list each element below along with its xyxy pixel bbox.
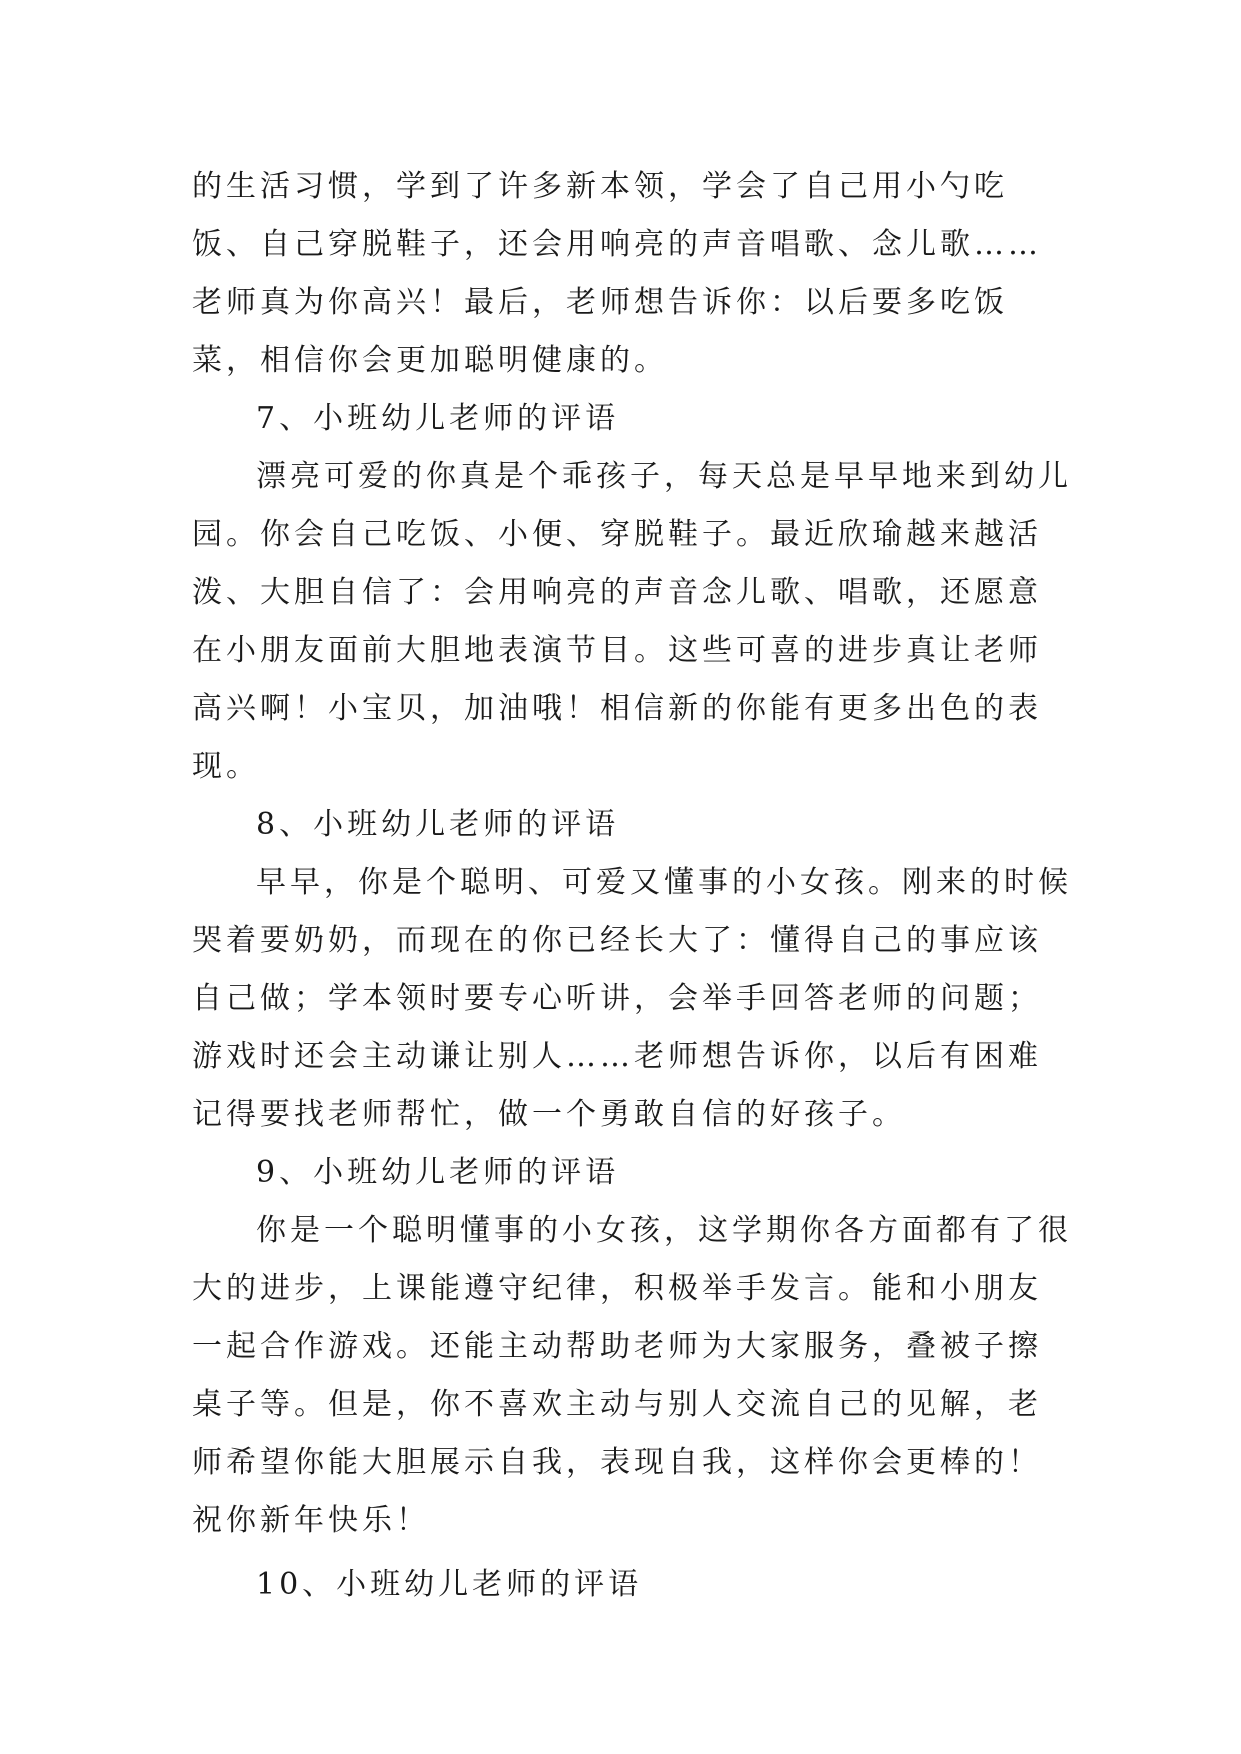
paragraph-continued: 的生活习惯，学到了许多新本领，学会了自己用小勺吃饭、自己穿脱鞋子，还会用响亮的声音唱歌、念儿歌……老师真为你高兴！最后，老师想告诉你：以后要多吃饭菜，相信你会更加聪明健康的。 [192,169,1042,378]
heading-10: 10、小班幼儿老师的评语 [256,1567,643,1602]
heading-8: 8、小班幼儿老师的评语 [256,807,620,842]
document-body [192,158,1072,1614]
heading-9: 9、小班幼儿老师的评语 [256,1155,620,1190]
paragraph-7: 漂亮可爱的你真是个乖孩子，每天总是早早地来到幼儿园。你会自己吃饭、小便、穿脱鞋子。最近欣瑜越来越活泼、大胆自信了：会用响亮的声音念儿歌、唱歌，还愿意在小朋友面前大胆地表演节目。这些可喜的进步真让老师高兴啊！小宝贝，加油哦！相信新的你能有更多出色的表现。 [192,459,1072,784]
heading-7: 7、小班幼儿老师的评语 [256,401,620,436]
paragraph-8: 早早，你是个聪明、可爱又懂事的小女孩。刚来的时候哭着要奶奶，而现在的你已经长大了：懂得自己的事应该自己做；学本领时要专心听讲，会举手回答老师的问题；游戏时还会主动谦让别人……老师想告诉你，以后有困难记得要找老师帮忙，做一个勇敢自信的好孩子。 [192,865,1072,1132]
paragraph-9: 你是一个聪明懂事的小女孩，这学期你各方面都有了很大的进步，上课能遵守纪律，积极举手发言。能和小朋友一起合作游戏。还能主动帮助老师为大家服务，叠被子擦桌子等。但是，你不喜欢主动与别人交流自己的见解，老师希望你能大胆展示自我，表现自我，这样你会更棒的！祝你新年快乐！ [192,1213,1072,1538]
